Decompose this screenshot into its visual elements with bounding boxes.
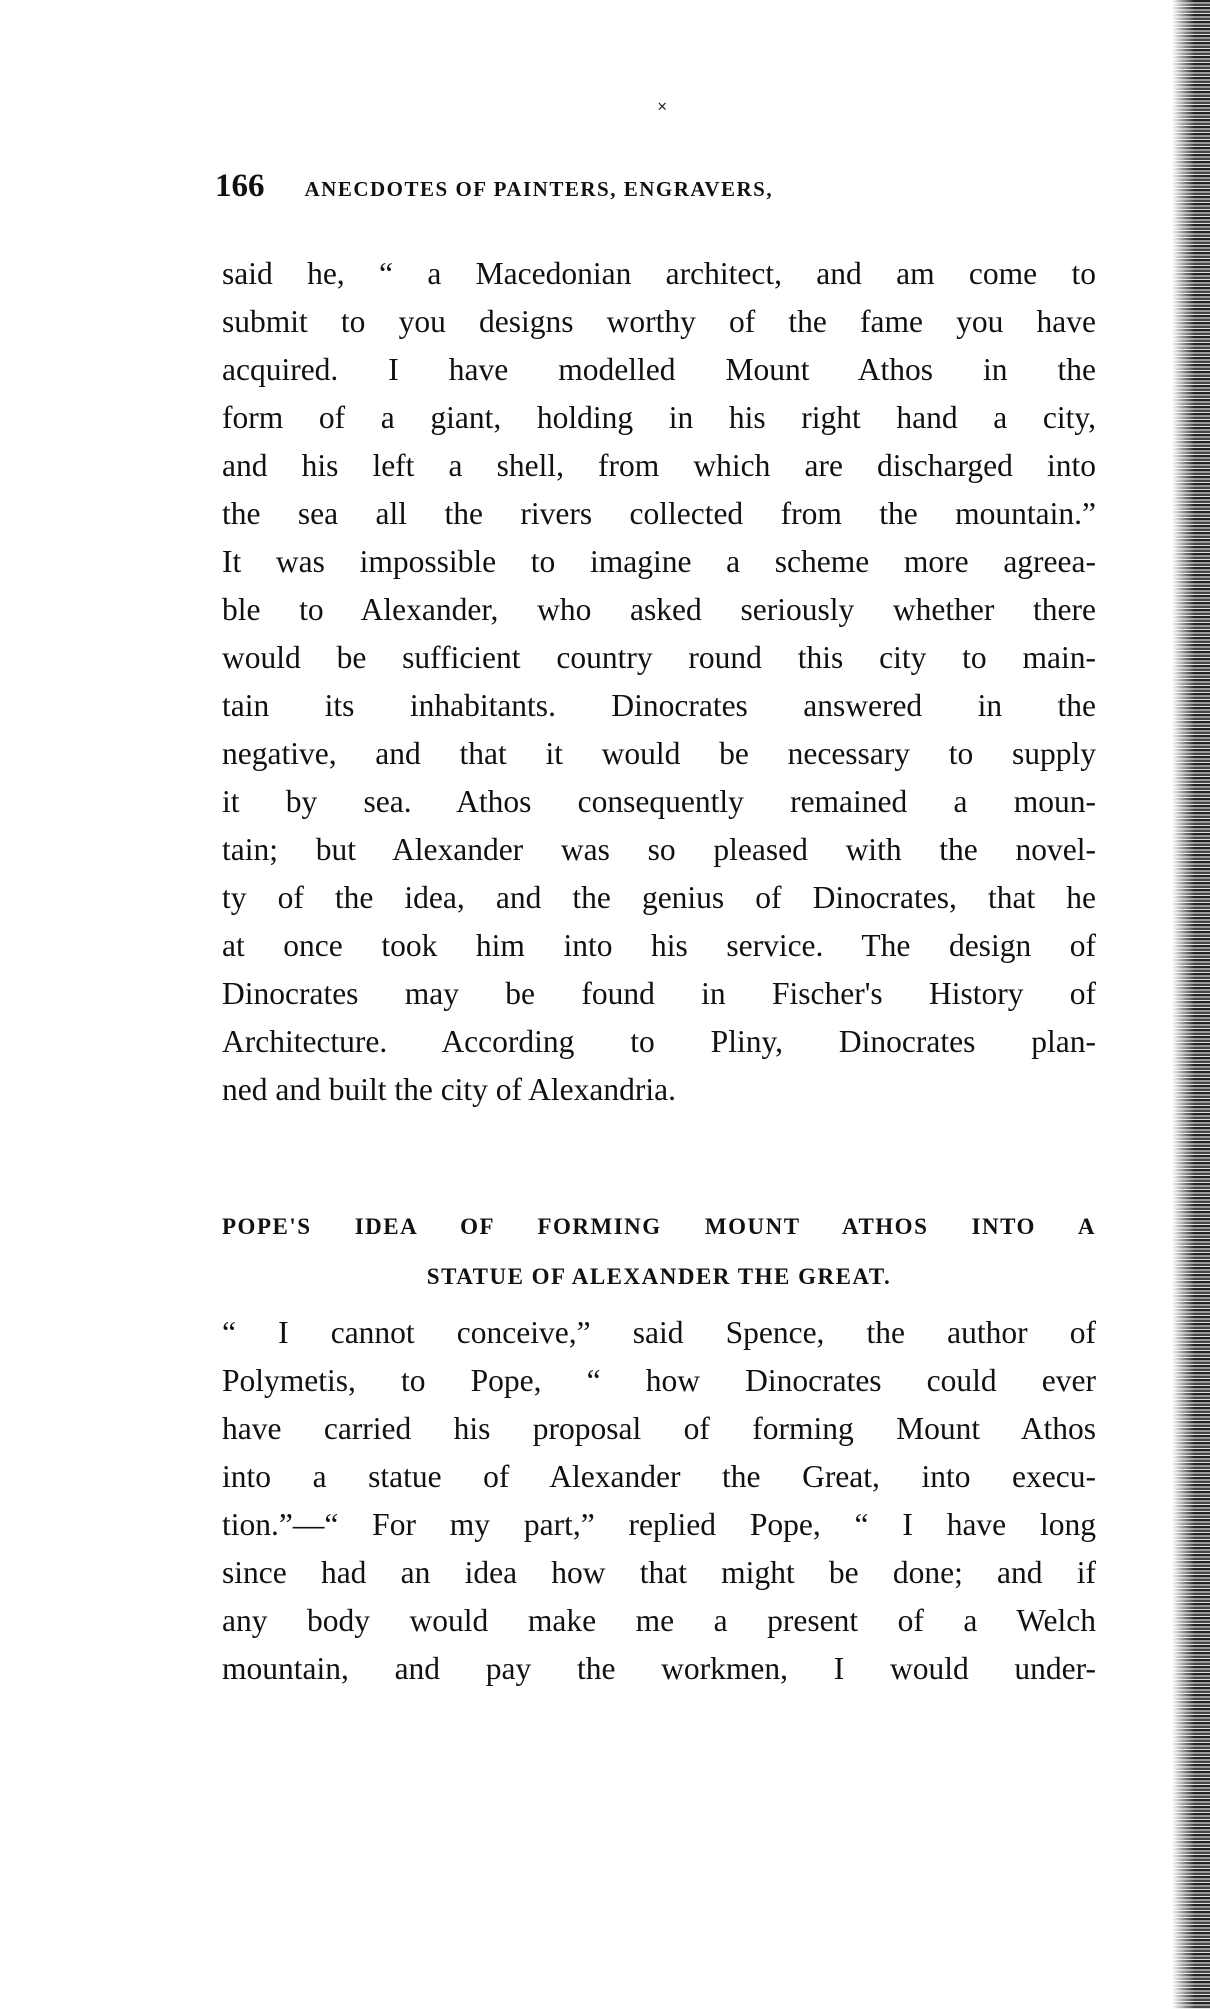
text-line: any body would make me a present of a Welch bbox=[222, 1603, 1096, 1638]
text-line: tain its inhabitants. Dinocrates answered in the bbox=[222, 688, 1096, 723]
text-line: negative, and that it would be necessary to supply bbox=[222, 736, 1096, 771]
text-line: said he, “ a Macedonian architect, and am come to bbox=[222, 256, 1096, 291]
text-line: Architecture. According to Pliny, Dinocrates plan- bbox=[222, 1024, 1096, 1059]
text-line: ned and built the city of Alexandria. bbox=[222, 1072, 676, 1107]
running-header bbox=[215, 168, 1015, 205]
page-number: 166 bbox=[215, 168, 265, 204]
text-line: ble to Alexander, who asked seriously whether there bbox=[222, 592, 1096, 627]
section-heading-line: STATUE OF ALEXANDER THE GREAT. bbox=[426, 1264, 892, 1289]
text-line: acquired. I have modelled Mount Athos in the bbox=[222, 352, 1096, 387]
text-line: mountain, and pay the workmen, I would under- bbox=[222, 1651, 1096, 1686]
text-line: submit to you designs worthy of the fame you have bbox=[222, 304, 1096, 339]
text-line: form of a giant, holding in his right hand a city, bbox=[222, 400, 1096, 435]
running-title: ANECDOTES OF PAINTERS, ENGRAVERS, bbox=[304, 177, 774, 201]
text-line: It was impossible to imagine a scheme more agreea- bbox=[222, 544, 1096, 579]
text-line: Polymetis, to Pope, “ how Dinocrates could ever bbox=[222, 1363, 1096, 1398]
text-line: would be sufficient country round this city to main- bbox=[222, 640, 1096, 675]
text-line: ty of the idea, and the genius of Dinocrates, that he bbox=[222, 880, 1096, 915]
text-line: since had an idea how that might be done; and if bbox=[222, 1555, 1096, 1590]
paragraph-2 bbox=[222, 1309, 1096, 1693]
text-line: “ I cannot conceive,” said Spence, the author of bbox=[222, 1315, 1096, 1350]
text-line: tion.”—“ For my part,” replied Pope, “ I have long bbox=[222, 1507, 1096, 1542]
page-edge bbox=[1172, 0, 1210, 2009]
text-line: tain; but Alexander was so pleased with the novel- bbox=[222, 832, 1096, 867]
text-line: Dinocrates may be found in Fischer's History of bbox=[222, 976, 1096, 1011]
section-heading-line: POPE'S IDEA OF FORMING MOUNT ATHOS INTO A bbox=[222, 1214, 1096, 1239]
text-line: it by sea. Athos consequently remained a moun- bbox=[222, 784, 1096, 819]
text-line: and his left a shell, from which are discharged into bbox=[222, 448, 1096, 483]
paragraph-1 bbox=[222, 250, 1096, 1114]
printer-mark: ˟ bbox=[658, 98, 667, 123]
section-heading bbox=[222, 1202, 1096, 1302]
text-line: at once took him into his service. The design of bbox=[222, 928, 1096, 963]
text-line: the sea all the rivers collected from the mountain.” bbox=[222, 496, 1096, 531]
text-line: into a statue of Alexander the Great, into execu- bbox=[222, 1459, 1096, 1494]
text-line: have carried his proposal of forming Mount Athos bbox=[222, 1411, 1096, 1446]
